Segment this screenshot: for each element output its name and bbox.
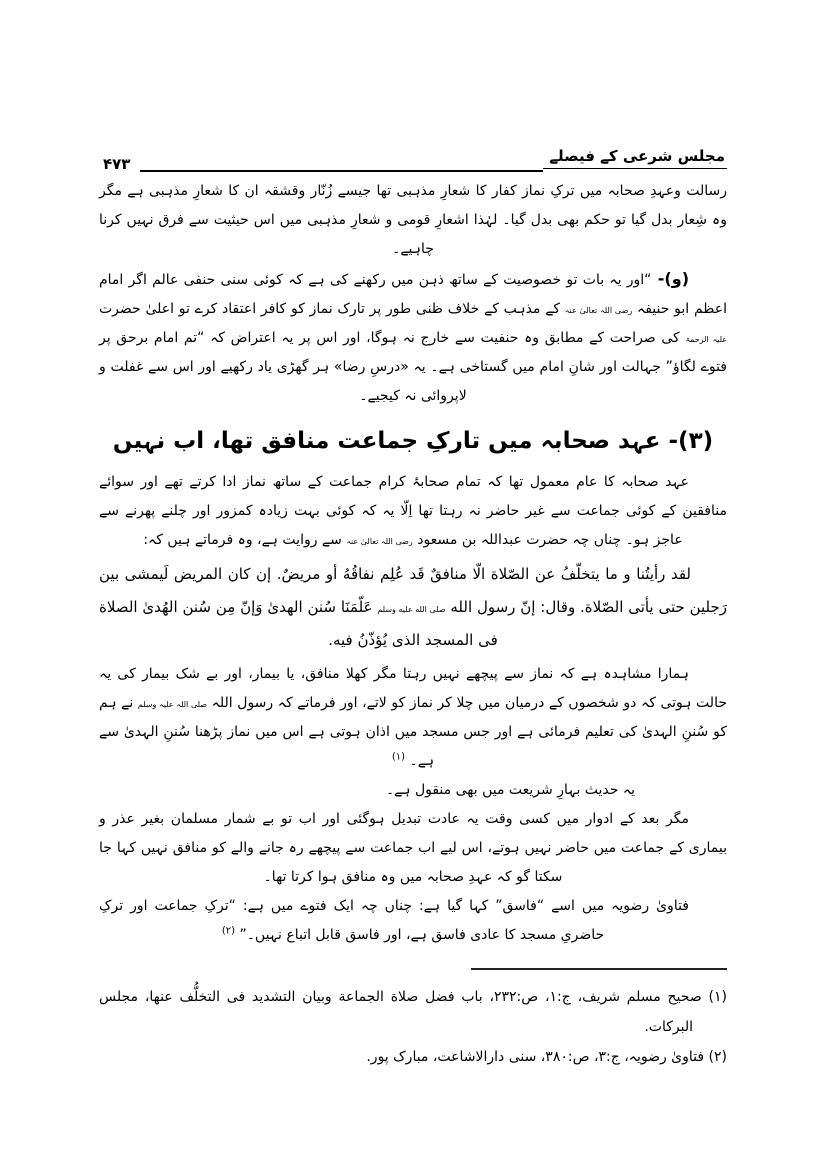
section-heading: (۳)- عہد صحابہ میں تارکِ جماعت منافق تھا، اب نہیں	[112, 428, 714, 454]
footnote-separator	[471, 968, 727, 970]
text-run: لقد رأيتُنا و ما يتخلّفُ عن الصّلاة الّا منافقٌ قَد عُلِم نفاقُهُ أو مريضٌ. إن كان المريض لَيمشی بين رَجلين حتی يأتی الصّلاة. وقال: إنّ رسول الله	[99, 565, 728, 617]
paragraph-later-eras: مگر بعد کے ادوار میں کسی وقت یہ عادت تبدیل ہوگئی اور اب تو بے شمار مسلمان بغیر عذر و بیماری کے جماعت میں حاضر نہیں ہوتے، اس لیے اب جماعت سے پیچھے رہ جانے والے کو منافق نہیں کہا جا سکتا گو کہ عہدِ صحابہ میں وہ منافق ہوا کرتا تھا۔	[99, 811, 727, 886]
text-run: ہمارا مشاہدہ ہے کہ نماز سے پیچھے نہیں رہتا مگر کھلا منافق، یا بیمار، اور بے شک بیمار کی یہ حالت ہوتی کہ دو شخصوں کے درمیان میں چلا کر نماز کو لاتے، اور فرماتے کہ رسول اللہ	[99, 666, 727, 712]
header-rule	[140, 170, 543, 172]
footnote-label: (۲)	[708, 1049, 727, 1066]
text-run: “اور یہ بات تو خصوصیت کے ساتھ ذہن میں رکھنے کی ہے کہ کوئی سنی حنفی عالم اگر امام اعظم ابو حنیفہ	[99, 272, 727, 317]
text-run: کی صراحت کے مطابق وہ حنفیت سے خارج نہ ہوگا، اور اس پر یہ اعتراض کہ “تم امام برحق پر فتوے لگاؤ” جہالت اور شانِ امام میں گستاخی ہے۔ یہ «درسِ رضا» ہر گھڑی یاد رکھیے اور اس سے غفلت و لاپروائی نہ کیجیے۔	[99, 330, 727, 404]
paragraph-translation	[99, 660, 727, 776]
footnote-label: (۱)	[708, 989, 727, 1006]
paragraph-continuation: رسالت وعہدِ صحابہ میں ترکِ نماز کفار کا شعارِ مذہبی تھا جیسے زُنّار وقشقہ ان کا شعارِ مذہبی ہے مگر وہ شِعار بدل گیا تو حکم بھی بدل گیا۔ لہٰذا اشعارِ قومی و شعارِ مذہبی میں اس حیثیت سے فرق نہیں کرنا چاہیے۔	[99, 183, 727, 257]
paragraph-bahar-shariat-note: یہ حدیث بہارِ شریعت میں بھی منقول ہے۔	[385, 782, 635, 799]
footnote-2	[99, 1042, 727, 1072]
text-run: فتاویٰ رضویہ میں اسے “فاسق” کہا گیا ہے: چناں چہ ایک فتوے میں ہے: “ترکِ جماعت اور ترکِ حاضریِ مسجد کا عادی فاسق ہے، اور فاسق قابل اتباع نہیں۔”	[99, 898, 689, 944]
honorific-seal: رضی اللہ تعالیٰ عنہ	[564, 306, 633, 315]
text-run: عَلّمَنَا سُنن الهدیٰ وَإنّ مِن سُنن الهُدیٰ الصلاة فی المسجد الذی يُؤذّنُ فيه.	[99, 598, 498, 650]
footnote-text: فتاویٰ رضویہ، ج:۳، ص:۳۸۰، سنی دارالاشاعت، مبارک پور.	[366, 1049, 705, 1066]
honorific-seal: صلى الله عليه وسلم	[377, 605, 446, 615]
footnote-1	[99, 982, 727, 1042]
honorific-seal: صلی اللہ علیہ وسلم	[137, 700, 208, 710]
text-run: نے ہم کو سُننِ الہدیٰ کی تعلیم فرمائی ہے اور جس مسجد میں اذان ہوتی ہے اس میں نماز پڑھنا سُننِ الہدیٰ سے ہے۔	[99, 695, 727, 770]
page-number: ۴۷۳	[103, 155, 131, 173]
paragraph-fatawa-razawiyya	[99, 892, 727, 950]
footnote-ref-2: (۲)	[221, 925, 236, 937]
text-run: سے روایت ہے، وہ فرماتے ہیں کہ:	[143, 532, 347, 549]
running-head-title: مجلس شرعی کے فیصلے	[543, 147, 727, 169]
arabic-hadith-quote	[99, 558, 727, 657]
text-run: کے مذہب کے خلاف ظنی طور پر تارک نماز کو کافر اعتقاد کرے تو اعلیٰ حضرت	[99, 301, 565, 317]
paragraph-companions	[99, 468, 727, 555]
clause-marker: (و)-	[651, 269, 690, 288]
running-head	[99, 147, 727, 173]
footnote-ref-1: (۱)	[391, 751, 406, 763]
honorific-seal: رضی اللہ تعالیٰ عنہ	[346, 537, 413, 547]
page-content	[99, 147, 727, 1072]
honorific-seal: علیہ الرحمۃ	[685, 335, 728, 344]
text-run: عہد صحابہ کا عام معمول تھا کہ تمام صحابۂ کرام جماعت کے ساتھ نماز ادا کرتے تھے اور سوائے منافقین کے کوئی جماعت سے غیر حاضر نہ رہتا تھا اِلّا یہ کہ کوئی بہت زیادہ کمزور اور چلنے پھرنے سے عاجز ہو۔ چناں چہ حضرت عبداللہ بن مسعود	[99, 474, 727, 549]
paragraph-clause-waw	[99, 264, 727, 411]
footnote-text: صحیح مسلم شریف، ج:۱، ص:۲۳۲، باب فضل صلاة الجماعة وبيان التشديد فی التخلُّف عنها، مجلس البركات.	[99, 989, 702, 1036]
